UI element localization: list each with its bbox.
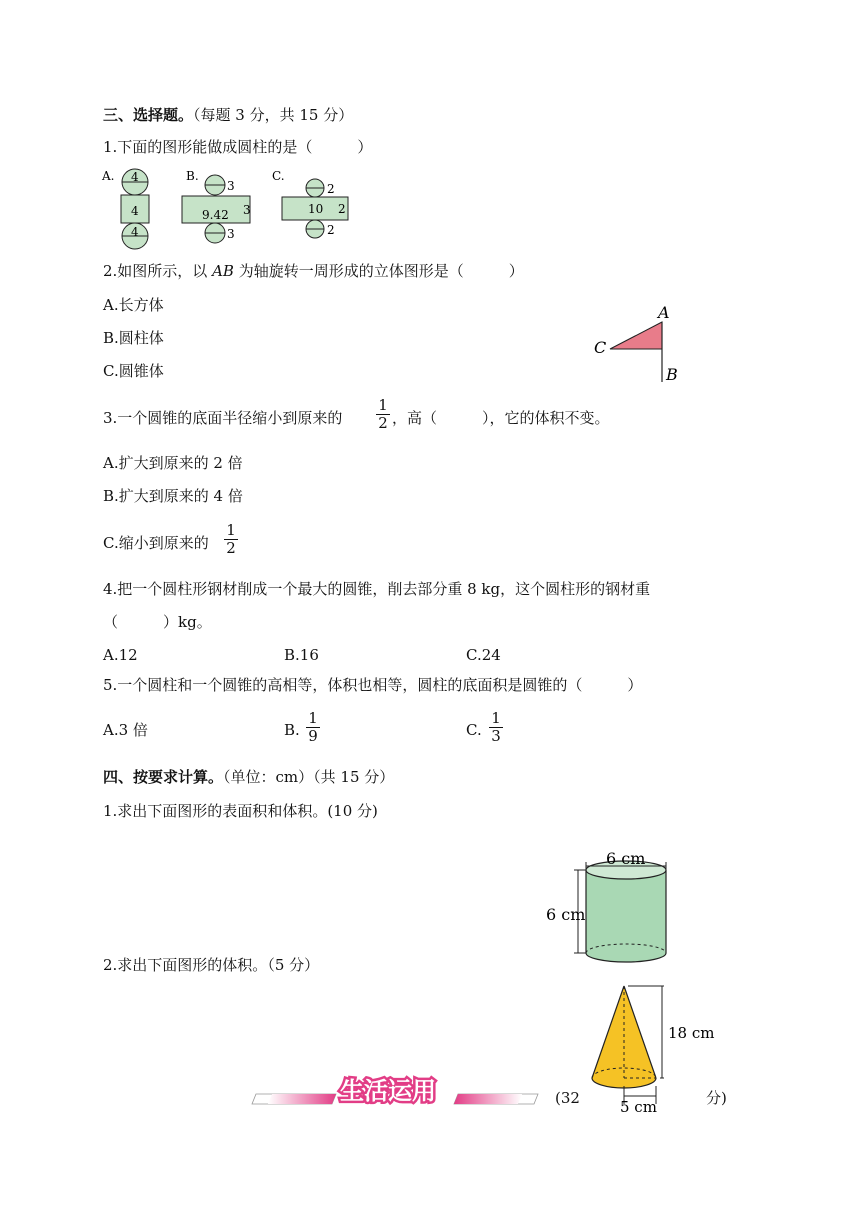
q5-b-numerator: 1 [308, 709, 318, 727]
q1-b-bot-value: 3 [227, 227, 235, 241]
q2-fig-label-c: C [594, 338, 607, 357]
cylinder-diameter-label: 6 cm [606, 849, 646, 868]
q1-option-b-net [186, 166, 258, 252]
q4-option-a: A.12 [103, 646, 138, 664]
q1-a-label: A. [102, 169, 115, 183]
q2-stem [103, 261, 524, 281]
q2-fig-label-b: B [666, 365, 678, 384]
q1-option-c-net [272, 166, 352, 252]
section3-note: （每题 3 分，共 15 分） [193, 106, 354, 124]
section4-title: 四、按要求计算。 [103, 768, 224, 786]
q3-frac-denominator: 2 [378, 414, 388, 432]
q2-option-b: B.圆柱体 [103, 329, 164, 347]
q1-b-side-value: 3 [243, 203, 251, 217]
q3-stem-part1: 3.一个圆锥的底面半径缩小到原来的 [103, 409, 343, 427]
q3-frac-numerator: 1 [378, 396, 388, 414]
q3-option-c: C.缩小到原来的 [103, 534, 209, 552]
banner-score-close: 分) [706, 1089, 727, 1107]
life-application-banner [252, 1072, 542, 1112]
cone-radius-label: 5 cm [620, 1098, 657, 1116]
q5-option-c: C. [466, 721, 482, 739]
q5-option-a: A.3 倍 [103, 721, 148, 739]
q3-c-numerator: 1 [226, 521, 236, 539]
q4-option-c: C.24 [466, 646, 501, 664]
q3-option-b: B.扩大到原来的 4 倍 [103, 487, 243, 505]
q1-c-top-value: 2 [327, 182, 335, 196]
q1-option-a-net [100, 166, 160, 252]
section3-title: 三、选择题。 [103, 106, 194, 124]
section4-heading [103, 767, 394, 787]
q5-option-b: B. [284, 721, 300, 739]
q5-option-b-fraction [306, 710, 320, 745]
q5-c-numerator: 1 [491, 709, 501, 727]
q1-a-bot-value: 4 [131, 225, 139, 239]
q3-option-a: A.扩大到原来的 2 倍 [103, 454, 243, 472]
cylinder-figure [540, 848, 680, 968]
q1-b-label: B. [186, 169, 199, 183]
q3-option-c-fraction [224, 522, 238, 557]
q1-c-label: C. [272, 169, 285, 183]
banner-score-open: (32 [555, 1089, 580, 1107]
q2-stem-part1: 2.如图所示，以 [103, 262, 213, 280]
q1-a-mid-value: 4 [131, 204, 139, 218]
q4-option-b: B.16 [284, 646, 319, 664]
q3-c-denominator: 2 [226, 539, 236, 557]
q3-stem-fraction [376, 397, 390, 432]
q2-triangle-figure [590, 302, 690, 384]
q2-stem-axis: AB [212, 262, 234, 280]
q1-b-rect-value: 9.42 [202, 208, 229, 222]
q1-b-top-value: 3 [227, 179, 235, 193]
q1-c-side-value: 2 [338, 202, 346, 216]
q1-c-rect-value: 10 [308, 202, 324, 216]
q2-stem-part2: 为轴旋转一周形成的立体图形是（ ） [233, 262, 524, 280]
q5-stem: 5.一个圆柱和一个圆锥的高相等，体积也相等，圆柱的底面积是圆锥的（ ） [103, 676, 643, 694]
s4-q2-stem: 2.求出下面图形的体积。（5 分） [103, 956, 320, 974]
q3-stem-part2: ，高（ ），它的体积不变。 [392, 409, 610, 427]
s4-q1-stem: 1.求出下面图形的表面积和体积。(10 分) [103, 802, 378, 820]
section4-note: （单位：cm）（共 15 分） [223, 768, 395, 786]
q2-option-a: A.长方体 [103, 296, 164, 314]
cone-height-label: 18 cm [668, 1024, 715, 1042]
cylinder-height-label: 6 cm [546, 905, 586, 924]
q1-stem: 1.下面的图形能做成圆柱的是（ ） [103, 138, 373, 156]
q2-fig-label-a: A [658, 303, 670, 322]
q4-stem-line1: 4.把一个圆柱形钢材削成一个最大的圆锥，削去部分重 8 kg，这个圆柱形的钢材重 [103, 580, 651, 598]
banner-title: 生活运用 [340, 1077, 436, 1105]
q5-c-denominator: 3 [491, 727, 501, 745]
q1-a-top-value: 4 [131, 170, 139, 184]
q5-b-denominator: 9 [308, 727, 318, 745]
q1-c-bot-value: 2 [327, 223, 335, 237]
cone-figure [580, 978, 715, 1118]
q5-option-c-fraction [489, 710, 503, 745]
section3-heading [103, 105, 353, 125]
q4-stem-line2: （ ）kg。 [103, 613, 212, 631]
q2-option-c: C.圆锥体 [103, 362, 164, 380]
